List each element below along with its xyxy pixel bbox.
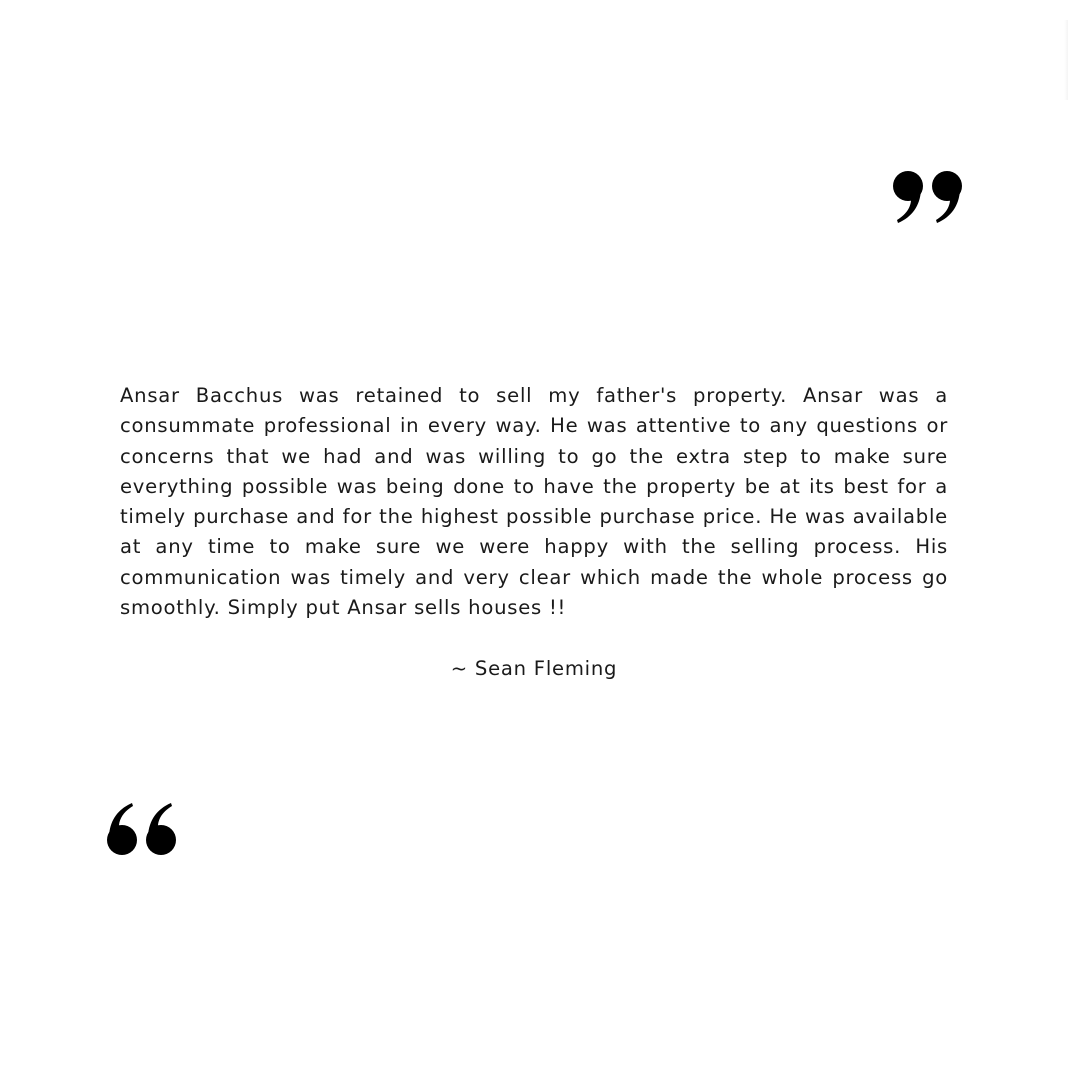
testimonial-author: ~ Sean Fleming [450,657,618,680]
opening-quote-icon [105,802,177,856]
page-edge-shadow [1064,20,1068,100]
closing-quote-icon [892,170,964,224]
testimonial-text: Ansar Bacchus was retained to sell my father's property. Ansar was a consummate professional in every way. He was attentive to any questions or concerns that we had and was willing to go the extra step to make sure everything possible was being done to have the property be at its best for a timely purchase and for the highest possible purchase price. He was available at any time to make sure we were happy with the selling process. His communication was timely and very clear which made the whole process go smoothly. Simply put Ansar sells houses !! [120,384,948,620]
